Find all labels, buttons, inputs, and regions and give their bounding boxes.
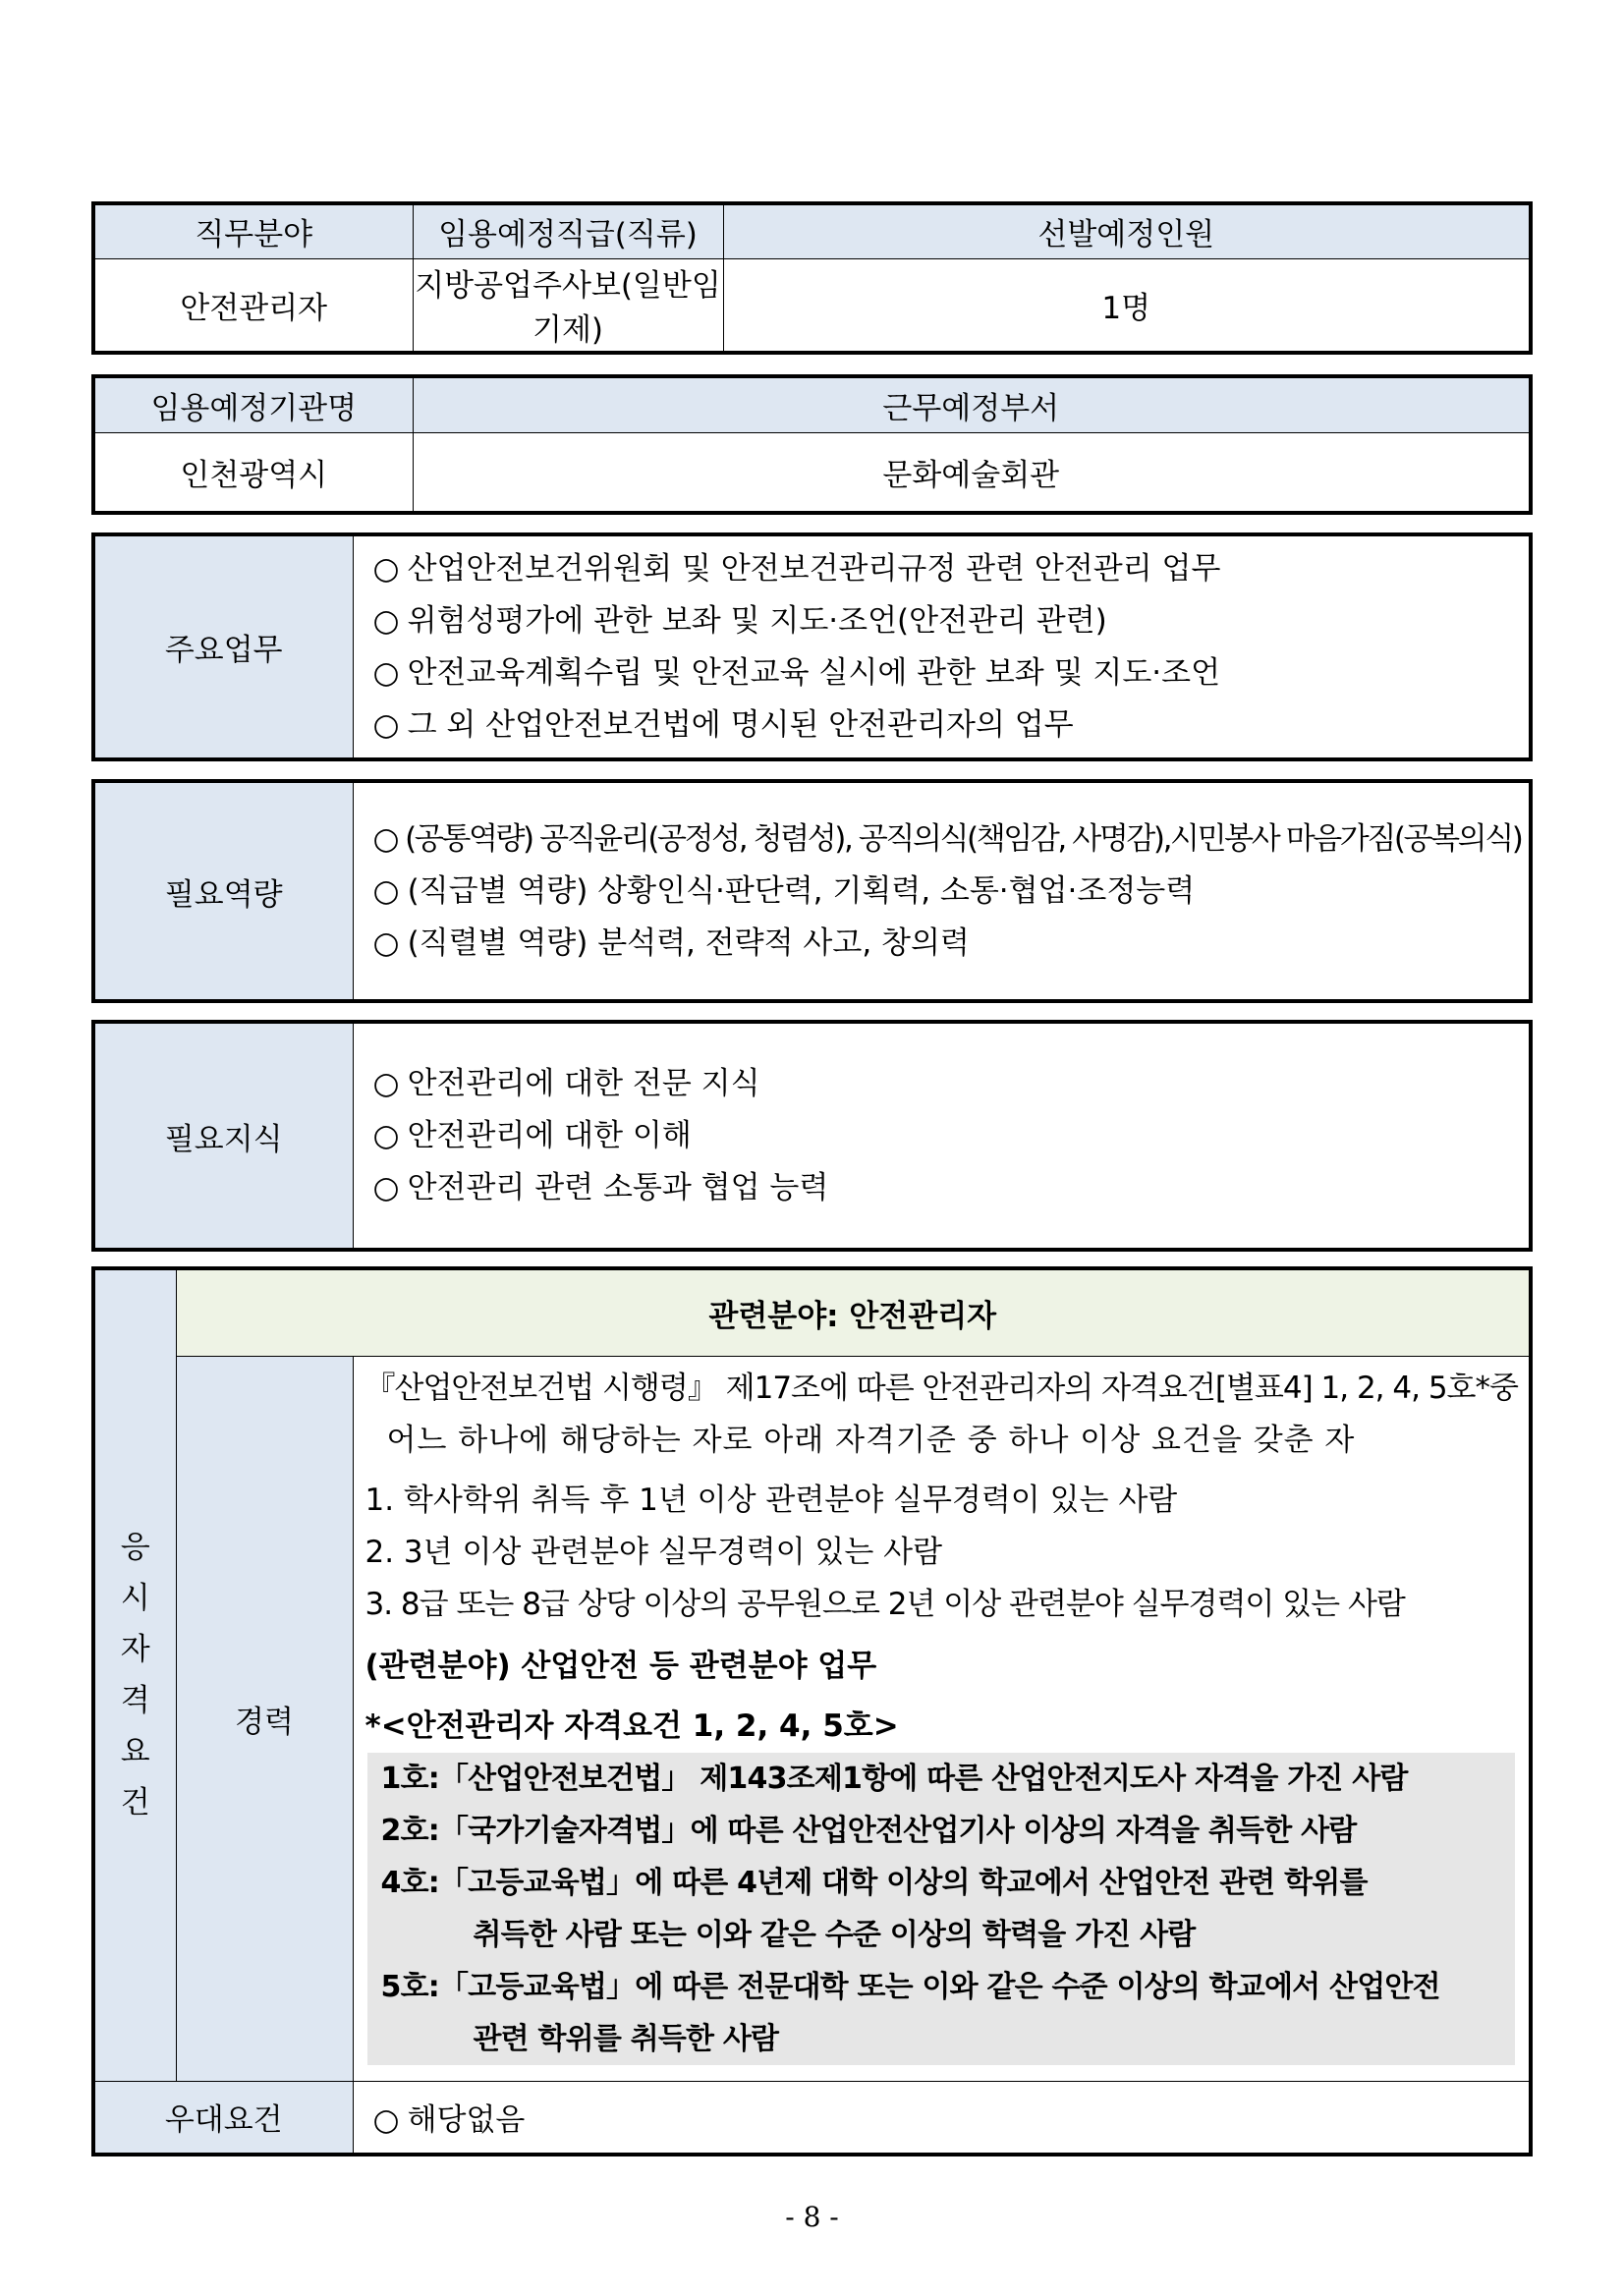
list-item: ○ 안전관리에 대한 이해	[373, 1110, 1530, 1162]
list-item: ○ 안전교육계획수립 및 안전교육 실시에 관한 보좌 및 지도·조언	[373, 647, 1530, 700]
circle-bullet-icon: ○	[372, 924, 400, 961]
knowledge-table	[91, 1020, 1533, 1252]
agency-table	[91, 374, 1533, 515]
department-value: 문화예술회관	[413, 432, 1531, 513]
career-label: 경력	[176, 1356, 353, 2081]
header-rank: 임용예정직급(직류)	[413, 203, 723, 258]
list-item: ○ (직렬별 역량) 분석력, 전략적 사고, 창의력	[373, 918, 1530, 970]
related-field-header: 관련분야: 안전관리자	[176, 1268, 1531, 1356]
circle-bullet-icon: ○	[372, 1065, 400, 1101]
preference-label: 우대요건	[93, 2081, 353, 2155]
footnote-item: 1호:「산업안전보건법」 제143조제1항에 따른 산업안전지도사 자격을 가진 사람	[380, 1761, 1408, 1796]
circle-bullet-icon: ○	[372, 550, 400, 587]
qualification-table	[91, 1266, 1533, 2156]
criteria-item: 1. 학사학위 취득 후 1년 이상 관련분야 실무경력이 있는 사람	[364, 1482, 1178, 1518]
career-content	[353, 1356, 1531, 2081]
header-job-field: 직무분야	[93, 203, 413, 258]
circle-bullet-icon: ○	[372, 820, 398, 857]
list-item: ○ (공통역량) 공직윤리(공정성, 청렴성), 공직의식(책임감, 사명감),시민봉사 마음가짐(공복의식)	[373, 813, 1530, 866]
header-department: 근무예정부서	[413, 376, 1531, 432]
job-field-value: 안전관리자	[93, 258, 413, 353]
circle-bullet-icon: ○	[372, 872, 400, 909]
header-headcount: 선발예정인원	[723, 203, 1531, 258]
list-item: ○ 산업안전보건위원회 및 안전보건관리규정 관련 안전관리 업무	[373, 543, 1530, 595]
rank-value: 지방공업주사보(일반임기제)	[413, 258, 723, 353]
intro-line: 『산업안전보건법 시행령』 제17조에 따른 안전관리자의 자격요건[별표4] 1, 2, 4, 5호*중	[364, 1370, 1518, 1406]
circle-bullet-icon: ○	[372, 1169, 400, 1205]
list-item: ○ 안전관리 관련 소통과 협업 능력	[373, 1162, 1530, 1214]
circle-bullet-icon: ○	[372, 602, 400, 639]
duties-list	[353, 534, 1531, 759]
footnote-item: 5호:「고등교육법」에 따른 전문대학 또는 이와 같은 수준 이상의 학교에서 산업안전	[380, 1969, 1440, 2004]
circle-bullet-icon: ○	[372, 2102, 400, 2139]
circle-bullet-icon: ○	[372, 1117, 400, 1153]
agency-value: 인천광역시	[93, 432, 413, 513]
footnote-item: 2호:「국가기술자격법」에 따른 산업안전산업기사 이상의 자격을 취득한 사람	[380, 1813, 1357, 1848]
footnote-box	[367, 1753, 1516, 2065]
position-table	[91, 201, 1533, 355]
circle-bullet-icon: ○	[372, 654, 400, 691]
footnote-title: *<안전관리자 자격요건 1, 2, 4, 5호>	[364, 1708, 899, 1744]
header-agency: 임용예정기관명	[93, 376, 413, 432]
competencies-list	[353, 781, 1531, 1001]
footnote-item: 4호:「고등교육법」에 따른 4년제 대학 이상의 학교에서 산업안전 관련 학위를	[380, 1865, 1368, 1900]
list-item: ○ 위험성평가에 관한 보좌 및 지도·조언(안전관리 관련)	[373, 595, 1530, 647]
circle-bullet-icon: ○	[372, 706, 400, 743]
competencies-label: 필요역량	[93, 781, 353, 1001]
competencies-table	[91, 779, 1533, 1003]
knowledge-label: 필요지식	[93, 1022, 353, 1250]
related-field-note: (관련분야) 산업안전 등 관련분야 업무	[364, 1648, 877, 1684]
list-item: ○ (직급별 역량) 상황인식·판단력, 기획력, 소통·협업·조정능력	[373, 866, 1530, 918]
list-item: ○ 그 외 산업안전보건법에 명시된 안전관리자의 업무	[373, 700, 1530, 752]
criteria-item: 3. 8급 또는 8급 상당 이상의 공무원으로 2년 이상 관련분야 실무경력이 있는 사람	[364, 1586, 1405, 1622]
knowledge-list	[353, 1022, 1531, 1250]
page-number: - 8 -	[785, 2201, 839, 2233]
headcount-value: 1명	[723, 258, 1531, 353]
qualification-vertical-label: 응 시 자 격 요 건	[93, 1268, 176, 2081]
footnote-item-continued: 관련 학위를 취득한 사람	[473, 2021, 779, 2056]
list-item: ○ 안전관리에 대한 전문 지식	[373, 1058, 1530, 1110]
footnote-item-continued: 취득한 사람 또는 이와 같은 수준 이상의 학력을 가진 사람	[473, 1917, 1196, 1952]
duties-table	[91, 532, 1533, 761]
duties-label: 주요업무	[93, 534, 353, 759]
preference-value: ○ 해당없음	[353, 2081, 1531, 2155]
criteria-item: 2. 3년 이상 관련분야 실무경력이 있는 사람	[364, 1534, 943, 1570]
intro-line: 어느 하나에 해당하는 자로 아래 자격기준 중 하나 이상 요건을 갖춘 자	[386, 1422, 1356, 1458]
